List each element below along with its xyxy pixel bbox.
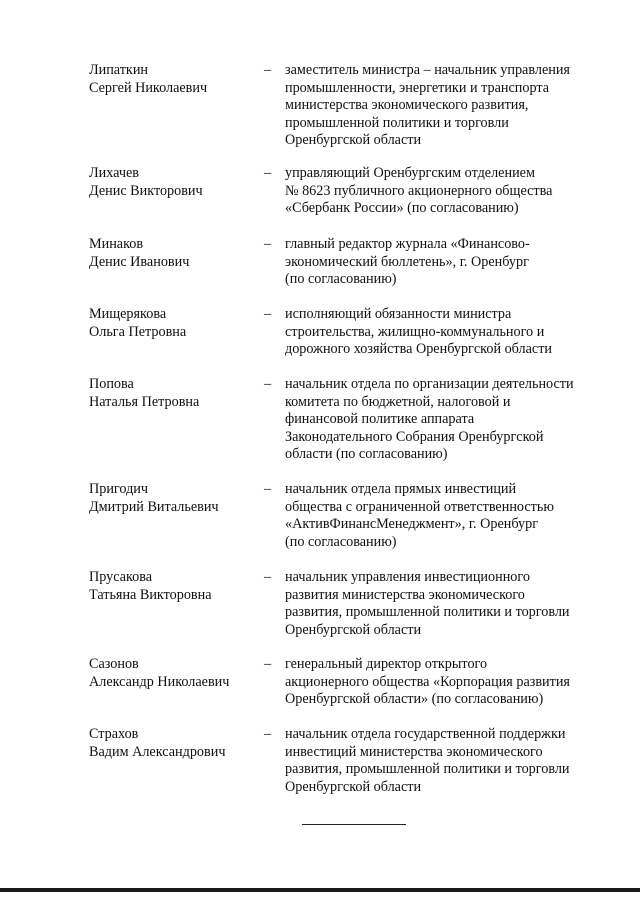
position-line: промышленности, энергетики и транспорта bbox=[285, 79, 550, 96]
member-surname: Липаткин bbox=[89, 62, 149, 78]
position-line: инвестиций министерства экономического bbox=[285, 743, 543, 760]
position-line: акционерного общества «Корпорация развития bbox=[285, 673, 570, 690]
separator-dash: – bbox=[264, 376, 272, 392]
member-name bbox=[89, 656, 259, 691]
page-bottom-border bbox=[0, 888, 640, 892]
position-line: № 8623 публичного акционерного общества bbox=[285, 182, 553, 199]
member-surname: Минаков bbox=[89, 236, 144, 252]
position-line: финансовой политике аппарата bbox=[285, 411, 475, 428]
position-line: развития, промышленной политики и торговли bbox=[285, 761, 570, 778]
position-line: экономический бюллетень», г. Оренбург bbox=[285, 253, 529, 270]
position-line: начальник отдела по организации деятельности bbox=[285, 376, 574, 392]
position-line: заместитель министра – начальник управления bbox=[285, 62, 570, 78]
member-given-names: Денис Иванович bbox=[89, 253, 190, 270]
member-surname: Сазонов bbox=[89, 656, 139, 672]
position-line: общества с ограниченной ответственностью bbox=[285, 498, 554, 515]
position-line: Законодательного Собрания Оренбургской bbox=[285, 428, 544, 445]
position-line: Оренбургской области bbox=[285, 132, 422, 149]
position-line: (по согласованию) bbox=[285, 271, 397, 288]
member-surname: Пригодич bbox=[89, 481, 149, 497]
member-name bbox=[89, 569, 259, 604]
member-name bbox=[89, 376, 259, 411]
member-name bbox=[89, 481, 259, 516]
member-given-names: Сергей Николаевич bbox=[89, 79, 208, 96]
member-name bbox=[89, 62, 259, 97]
position-line: Оренбургской области» (по согласованию) bbox=[285, 691, 544, 708]
member-given-names: Татьяна Викторовна bbox=[89, 586, 212, 603]
separator-dash: – bbox=[264, 236, 272, 252]
member-position bbox=[285, 236, 605, 289]
member-given-names: Денис Викторович bbox=[89, 182, 203, 199]
position-line: комитета по бюджетной, налоговой и bbox=[285, 393, 511, 410]
position-line: области (по согласованию) bbox=[285, 446, 448, 463]
member-given-names: Ольга Петровна bbox=[89, 323, 187, 340]
position-line: развития, промышленной политики и торговли bbox=[285, 604, 570, 621]
member-surname: Лихачев bbox=[89, 165, 139, 181]
member-given-names: Александр Николаевич bbox=[89, 673, 230, 690]
separator-dash: – bbox=[264, 165, 272, 181]
member-name bbox=[89, 306, 259, 341]
member-given-names: Наталья Петровна bbox=[89, 393, 200, 410]
position-line: промышленной политики и торговли bbox=[285, 114, 509, 131]
member-surname: Мищерякова bbox=[89, 306, 167, 322]
member-position bbox=[285, 481, 605, 551]
member-position bbox=[285, 376, 605, 464]
member-position bbox=[285, 165, 605, 218]
member-name bbox=[89, 726, 259, 761]
position-line: (по согласованию) bbox=[285, 533, 397, 550]
position-line: начальник управления инвестиционного bbox=[285, 569, 530, 585]
separator-dash: – bbox=[264, 656, 272, 672]
member-surname: Прусакова bbox=[89, 569, 153, 585]
position-line: управляющий Оренбургским отделением bbox=[285, 165, 535, 181]
member-given-names: Дмитрий Витальевич bbox=[89, 498, 219, 515]
member-position bbox=[285, 726, 605, 796]
separator-dash: – bbox=[264, 726, 272, 742]
member-given-names: Вадим Александрович bbox=[89, 743, 226, 760]
position-line: дорожного хозяйства Оренбургской области bbox=[285, 341, 553, 358]
member-position bbox=[285, 62, 605, 150]
separator-dash: – bbox=[264, 569, 272, 585]
position-line: генеральный директор открытого bbox=[285, 656, 488, 672]
member-surname: Попова bbox=[89, 376, 134, 392]
position-line: начальник отдела прямых инвестиций bbox=[285, 481, 517, 497]
member-position bbox=[285, 569, 605, 639]
member-surname: Страхов bbox=[89, 726, 139, 742]
position-line: исполняющий обязанности министра bbox=[285, 306, 512, 322]
position-line: развития министерства экономического bbox=[285, 586, 525, 603]
position-line: Оренбургской области bbox=[285, 621, 422, 638]
member-position bbox=[285, 306, 605, 359]
member-name bbox=[89, 236, 259, 271]
member-position bbox=[285, 656, 605, 709]
position-line: главный редактор журнала «Финансово- bbox=[285, 236, 530, 252]
position-line: Оренбургской области bbox=[285, 778, 422, 795]
closing-rule bbox=[302, 824, 406, 825]
separator-dash: – bbox=[264, 62, 272, 78]
separator-dash: – bbox=[264, 306, 272, 322]
position-line: строительства, жилищно-коммунального и bbox=[285, 323, 545, 340]
separator-dash: – bbox=[264, 481, 272, 497]
position-line: «АктивФинансМенеджмент», г. Оренбург bbox=[285, 516, 539, 533]
position-line: министерства экономического развития, bbox=[285, 97, 529, 114]
position-line: начальник отдела государственной поддержки bbox=[285, 726, 566, 742]
position-line: «Сбербанк России» (по согласованию) bbox=[285, 200, 519, 217]
member-name bbox=[89, 165, 259, 200]
